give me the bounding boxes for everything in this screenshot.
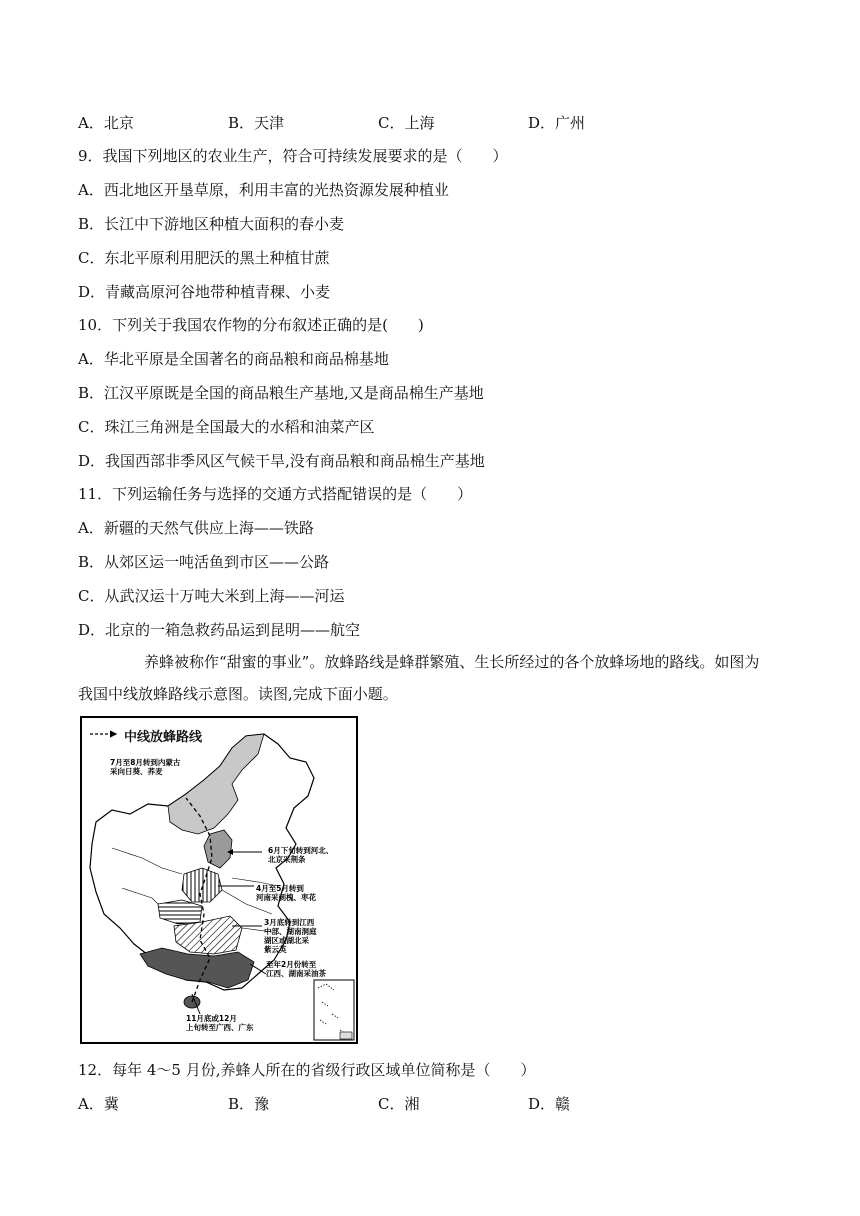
label-henan: 4月至5月转到 河南采刺槐、枣花	[256, 884, 316, 902]
q8-option-b: B．天津	[228, 114, 285, 132]
q11-stem: 11．下列运输任务与选择的交通方式搭配错误的是（ ）	[78, 485, 473, 503]
south-china-sea-inset	[314, 980, 354, 1040]
q12-stem: 12．每年 4～5 月份,养蜂人所在的省级行政区域单位简称是（ ）	[78, 1061, 536, 1079]
q12-option-b: B．豫	[228, 1095, 270, 1113]
label-jiangxi: 3月底转到江西 中部、湖南洞庭 湖区或湖北采 紫云英	[264, 918, 317, 954]
q8-option-d: D．广州	[528, 114, 586, 132]
q10-option-b: B．江汉平原既是全国的商品粮生产基地,又是商品棉生产基地	[78, 384, 484, 402]
q10-option-c: C．珠江三角洲是全国最大的水稻和油菜产区	[78, 418, 375, 436]
q9-option-c: C．东北平原利用肥沃的黑土种植甘蔗	[78, 249, 330, 267]
q10-option-a: A．华北平原是全国著名的商品粮和商品棉基地	[78, 350, 389, 368]
q12-option-c: C．湘	[378, 1095, 420, 1113]
q11-option-b: B．从郊区运一吨活鱼到市区——公路	[78, 553, 330, 571]
q12-option-d: D．赣	[528, 1095, 571, 1113]
intro-line-1: 养蜂被称作“甜蜜的事业”。放蜂路线是蜂群繁殖、生长所经过的各个放蜂场地的路线。如图为	[144, 653, 760, 671]
intro-line-2: 我国中线放蜂路线示意图。读图,完成下面小题。	[78, 685, 398, 703]
intro-paragraph	[78, 646, 778, 710]
label-guangxi: 11月底或12月 上旬转至广西、广东	[186, 1014, 254, 1032]
label-hebei: 6月下旬转到河北、 北京采荆条	[268, 846, 334, 864]
q8-option-c: C．上海	[378, 114, 435, 132]
q11-option-a: A．新疆的天然气供应上海——铁路	[78, 519, 314, 537]
q9-option-b: B．长江中下游地区种植大面积的春小麦	[78, 215, 345, 233]
q11-option-d: D．北京的一箱急救药品运到昆明——航空	[78, 621, 361, 639]
bee-route-map	[80, 716, 358, 1044]
map-legend: 中线放蜂路线	[124, 730, 203, 745]
q9-option-d: D．青藏高原河谷地带种植青稞、小麦	[78, 283, 331, 301]
q9-stem: 9．我国下列地区的农业生产，符合可持续发展要求的是（ ）	[78, 147, 508, 165]
label-south: 至年2月份转至 江西、湖南采油茶	[266, 960, 326, 978]
label-inner-mongolia: 7月至8月转到内蒙古 采向日葵、荞麦	[110, 758, 181, 776]
q10-stem: 10．下列关于我国农作物的分布叙述正确的是( )	[78, 316, 424, 334]
q11-option-c: C．从武汉运十万吨大米到上海——河运	[78, 587, 345, 605]
q9-option-a: A．西北地区开垦草原，利用丰富的光热资源发展种植业	[78, 181, 449, 199]
q10-option-d: D．我国西部非季风区气候干旱,没有商品粮和商品棉生产基地	[78, 452, 485, 470]
q8-option-a: A．北京	[78, 114, 134, 132]
q12-option-a: A．冀	[78, 1095, 119, 1113]
